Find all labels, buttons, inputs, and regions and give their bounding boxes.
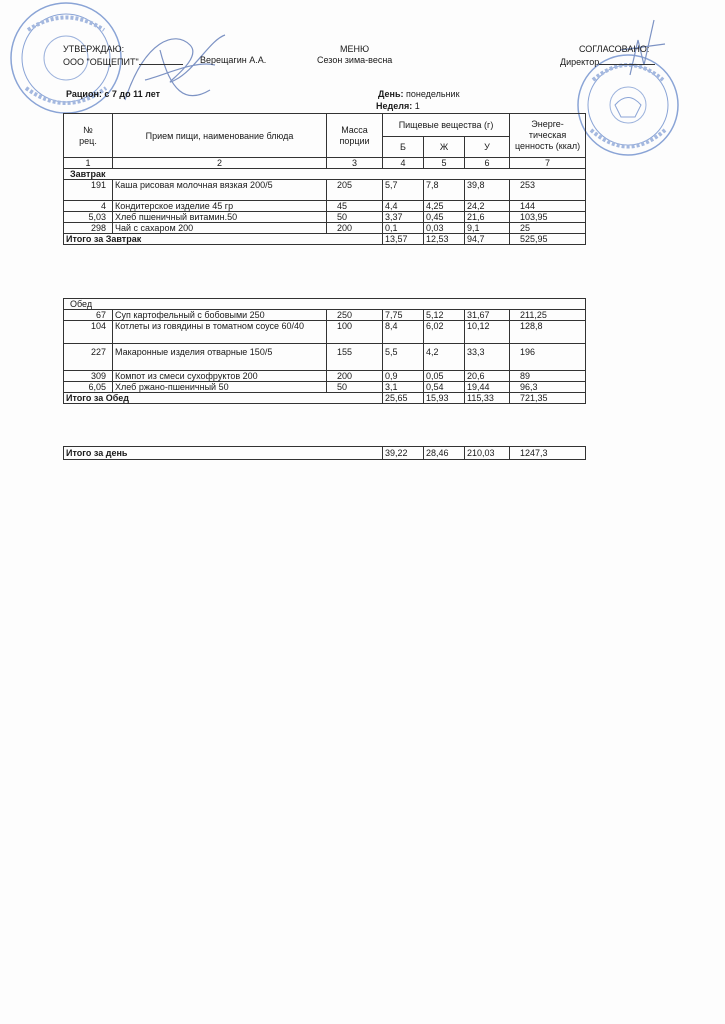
section-row [64,299,586,310]
carbs-cell: 31,67 [465,310,510,321]
carbs-cell: 10,12 [465,321,510,344]
total-protein: 25,65 [383,393,424,404]
director-signature-line [599,55,655,65]
dish-name-cell: Макаронные изделия отварные 150/5 [113,344,327,371]
dish-name-cell: Каша рисовая молочная вязкая 200/5 [113,180,327,201]
dish-name-cell: Хлеб пшеничный витамин.50 [113,212,327,223]
fat-cell: 4,25 [424,201,465,212]
rec-cell: 4 [64,201,113,212]
carbs-cell: 19,44 [465,382,510,393]
col-number: 3 [327,158,383,169]
table-row [64,344,586,371]
protein-cell: 3,37 [383,212,424,223]
fat-cell: 4,2 [424,344,465,371]
rec-cell: 298 [64,223,113,234]
fat-cell: 0,05 [424,371,465,382]
kcal-cell: 103,95 [510,212,586,223]
kcal-cell: 196 [510,344,586,371]
day-total-row [64,447,586,460]
col-b-header: Б [383,137,424,158]
protein-cell: 4,4 [383,201,424,212]
protein-cell: 0,1 [383,223,424,234]
day-total-protein: 39,22 [383,447,424,460]
day-value: понедельник [406,89,460,99]
approve-label: УТВЕРЖДАЮ: [63,44,125,54]
director-label: Директор [560,57,600,67]
dish-name-cell: Компот из смеси сухофруктов 200 [113,371,327,382]
breakfast-table [63,113,586,245]
section-row [64,169,586,180]
day-total-label: Итого за день [64,447,383,460]
breakfast-title: Завтрак [64,169,586,180]
col-nutrients-header: Пищевые вещества (г) [383,114,510,137]
total-fat: 12,53 [424,234,465,245]
director-line [560,55,655,67]
dish-name-cell: Хлеб ржано-пшеничный 50 [113,382,327,393]
mass-cell: 50 [327,212,383,223]
mass-cell: 250 [327,310,383,321]
carbs-cell: 33,3 [465,344,510,371]
col-name-header: Прием пищи, наименование блюда [113,114,327,158]
table-row [64,382,586,393]
fat-cell: 0,45 [424,212,465,223]
col-number: 1 [64,158,113,169]
mass-cell: 155 [327,344,383,371]
day-total-carbs: 210,03 [465,447,510,460]
fat-cell: 6,02 [424,321,465,344]
approver-name: Верещагин А.А. [200,55,267,65]
protein-cell: 7,75 [383,310,424,321]
fat-cell: 0,54 [424,382,465,393]
protein-cell: 8,4 [383,321,424,344]
day-label: День: [378,89,404,99]
header-row-top [64,114,586,137]
kcal-cell: 25 [510,223,586,234]
total-kcal: 721,35 [510,393,586,404]
breakfast-total-label: Итого за Завтрак [64,234,383,245]
kcal-cell: 211,25 [510,310,586,321]
col-u-header: У [465,137,510,158]
total-row [64,393,586,404]
day-line [378,89,460,99]
total-carbs: 115,33 [465,393,510,404]
day-total-fat: 28,46 [424,447,465,460]
season-label: Сезон зима-весна [317,55,393,65]
table-row [64,371,586,382]
col-zh-header: Ж [424,137,465,158]
rec-cell: 67 [64,310,113,321]
day-total-kcal: 1247,3 [510,447,586,460]
rec-cell: 191 [64,180,113,201]
lunch-title: Обед [64,299,586,310]
week-value: 1 [414,101,420,111]
col-number: 6 [465,158,510,169]
rec-cell: 104 [64,321,113,344]
rec-cell: 5,03 [64,212,113,223]
table-row [64,223,586,234]
carbs-cell: 24,2 [465,201,510,212]
org-line [63,55,183,67]
col-mass-header: Масса порции [327,114,383,158]
menu-title: МЕНЮ [340,44,370,54]
kcal-cell: 89 [510,371,586,382]
column-numbers-row [64,158,586,169]
protein-cell: 3,1 [383,382,424,393]
org-name: ООО "ОБЩЕПИТ" [63,57,139,67]
col-number: 4 [383,158,424,169]
kcal-cell: 253 [510,180,586,201]
col-number: 7 [510,158,586,169]
rec-cell: 309 [64,371,113,382]
total-protein: 13,57 [383,234,424,245]
mass-cell: 50 [327,382,383,393]
fat-cell: 0,03 [424,223,465,234]
carbs-cell: 39,8 [465,180,510,201]
week-label: Неделя: [376,101,413,111]
protein-cell: 5,7 [383,180,424,201]
total-carbs: 94,7 [465,234,510,245]
kcal-cell: 128,8 [510,321,586,344]
carbs-cell: 20,6 [465,371,510,382]
approver-signature [115,20,235,120]
col-rec-header: № рец. [64,114,113,158]
table-row [64,321,586,344]
total-row [64,234,586,245]
protein-cell: 5,5 [383,344,424,371]
lunch-total-label: Итого за Обед [64,393,383,404]
table-row [64,180,586,201]
mass-cell: 205 [327,180,383,201]
fat-cell: 5,12 [424,310,465,321]
col-number: 2 [113,158,327,169]
lunch-table [63,298,586,404]
fat-cell: 7,8 [424,180,465,201]
dish-name-cell: Котлеты из говядины в томатном соусе 60/40 [113,321,327,344]
dish-name-cell: Суп картофельный с бобовыми 250 [113,310,327,321]
mass-cell: 45 [327,201,383,212]
carbs-cell: 9,1 [465,223,510,234]
table-row [64,212,586,223]
col-energy-header: Энерге- тическая ценность (ккал) [510,114,586,158]
dish-name-cell: Кондитерское изделие 45 гр [113,201,327,212]
signature-line [139,55,183,65]
col-number: 5 [424,158,465,169]
mass-cell: 200 [327,371,383,382]
total-fat: 15,93 [424,393,465,404]
protein-cell: 0,9 [383,371,424,382]
week-line [376,101,420,111]
total-kcal: 525,95 [510,234,586,245]
ration-label: Рацион: с 7 до 11 лет [66,89,161,99]
agreed-label: СОГЛАСОВАНО: [579,44,650,54]
rec-cell: 227 [64,344,113,371]
mass-cell: 200 [327,223,383,234]
carbs-cell: 21,6 [465,212,510,223]
mass-cell: 100 [327,321,383,344]
rec-cell: 6,05 [64,382,113,393]
kcal-cell: 96,3 [510,382,586,393]
table-row [64,201,586,212]
day-total-table [63,446,586,460]
kcal-cell: 144 [510,201,586,212]
table-row [64,310,586,321]
dish-name-cell: Чай с сахаром 200 [113,223,327,234]
